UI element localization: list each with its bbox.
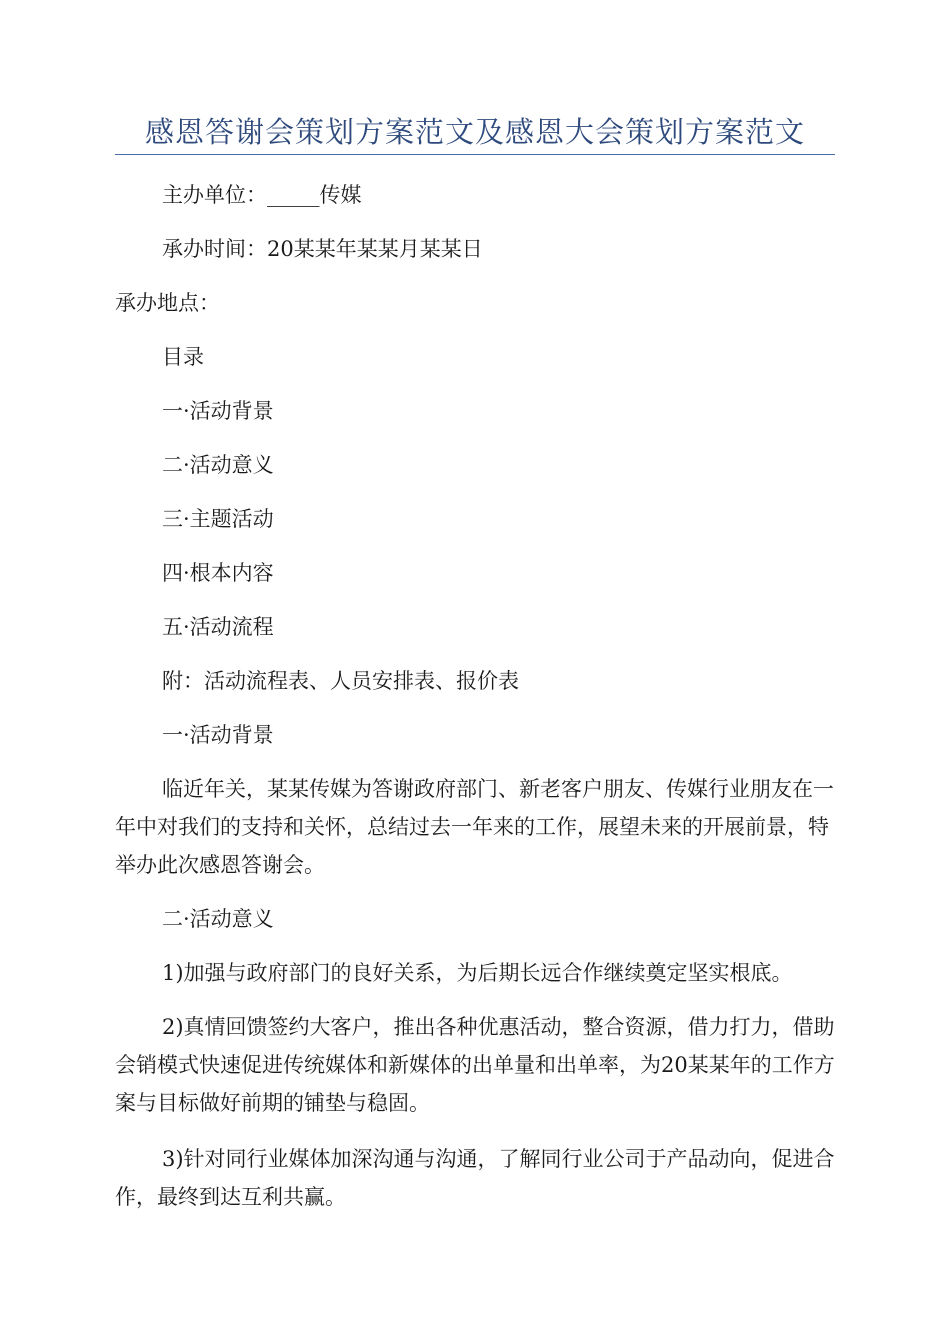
- background-paragraph: 临近年关，某某传媒为答谢政府部门、新老客户朋友、传媒行业朋友在一年中对我们的支持和关怀，总结过去一年来的工作，展望未来的开展前景，特举办此次感恩答谢会。: [115, 777, 834, 877]
- significance-item-3: 3)针对同行业媒体加深沟通与沟通，了解同行业公司于产品动向，促进合作，最终到达互利共赢。: [115, 1147, 835, 1209]
- toc-item: 二·活动意义: [162, 453, 274, 477]
- toc-item: 三·主题活动: [162, 507, 274, 531]
- title-underline: [115, 154, 835, 155]
- toc-item: 五·活动流程: [162, 615, 274, 639]
- toc-item: 一·活动背景: [162, 399, 274, 423]
- section-heading-background: 一·活动背景: [162, 723, 274, 747]
- section-heading-significance: 二·活动意义: [162, 907, 274, 931]
- organizer-line: 主办单位：_____传媒: [162, 183, 362, 207]
- toc-appendix: 附：活动流程表、人员安排表、报价表: [162, 669, 519, 693]
- venue-line: 承办地点：: [115, 291, 220, 315]
- significance-item-2: 2)真情回馈签约大客户，推出各种优惠活动，整合资源，借力打力，借助会销模式快速促进传统媒体和新媒体的出单量和出单率，为20某某年的工作方案与目标做好前期的铺垫与稳固。: [115, 1015, 835, 1115]
- document-title: 感恩答谢会策划方案范文及感恩大会策划方案范文: [144, 115, 805, 149]
- toc-heading: 目录: [162, 345, 204, 369]
- significance-item-1: 1)加强与政府部门的良好关系，为后期长远合作继续奠定坚实根底。: [162, 961, 793, 985]
- date-line: 承办时间：20某某年某某月某某日: [162, 237, 483, 261]
- toc-item: 四·根本内容: [162, 561, 274, 585]
